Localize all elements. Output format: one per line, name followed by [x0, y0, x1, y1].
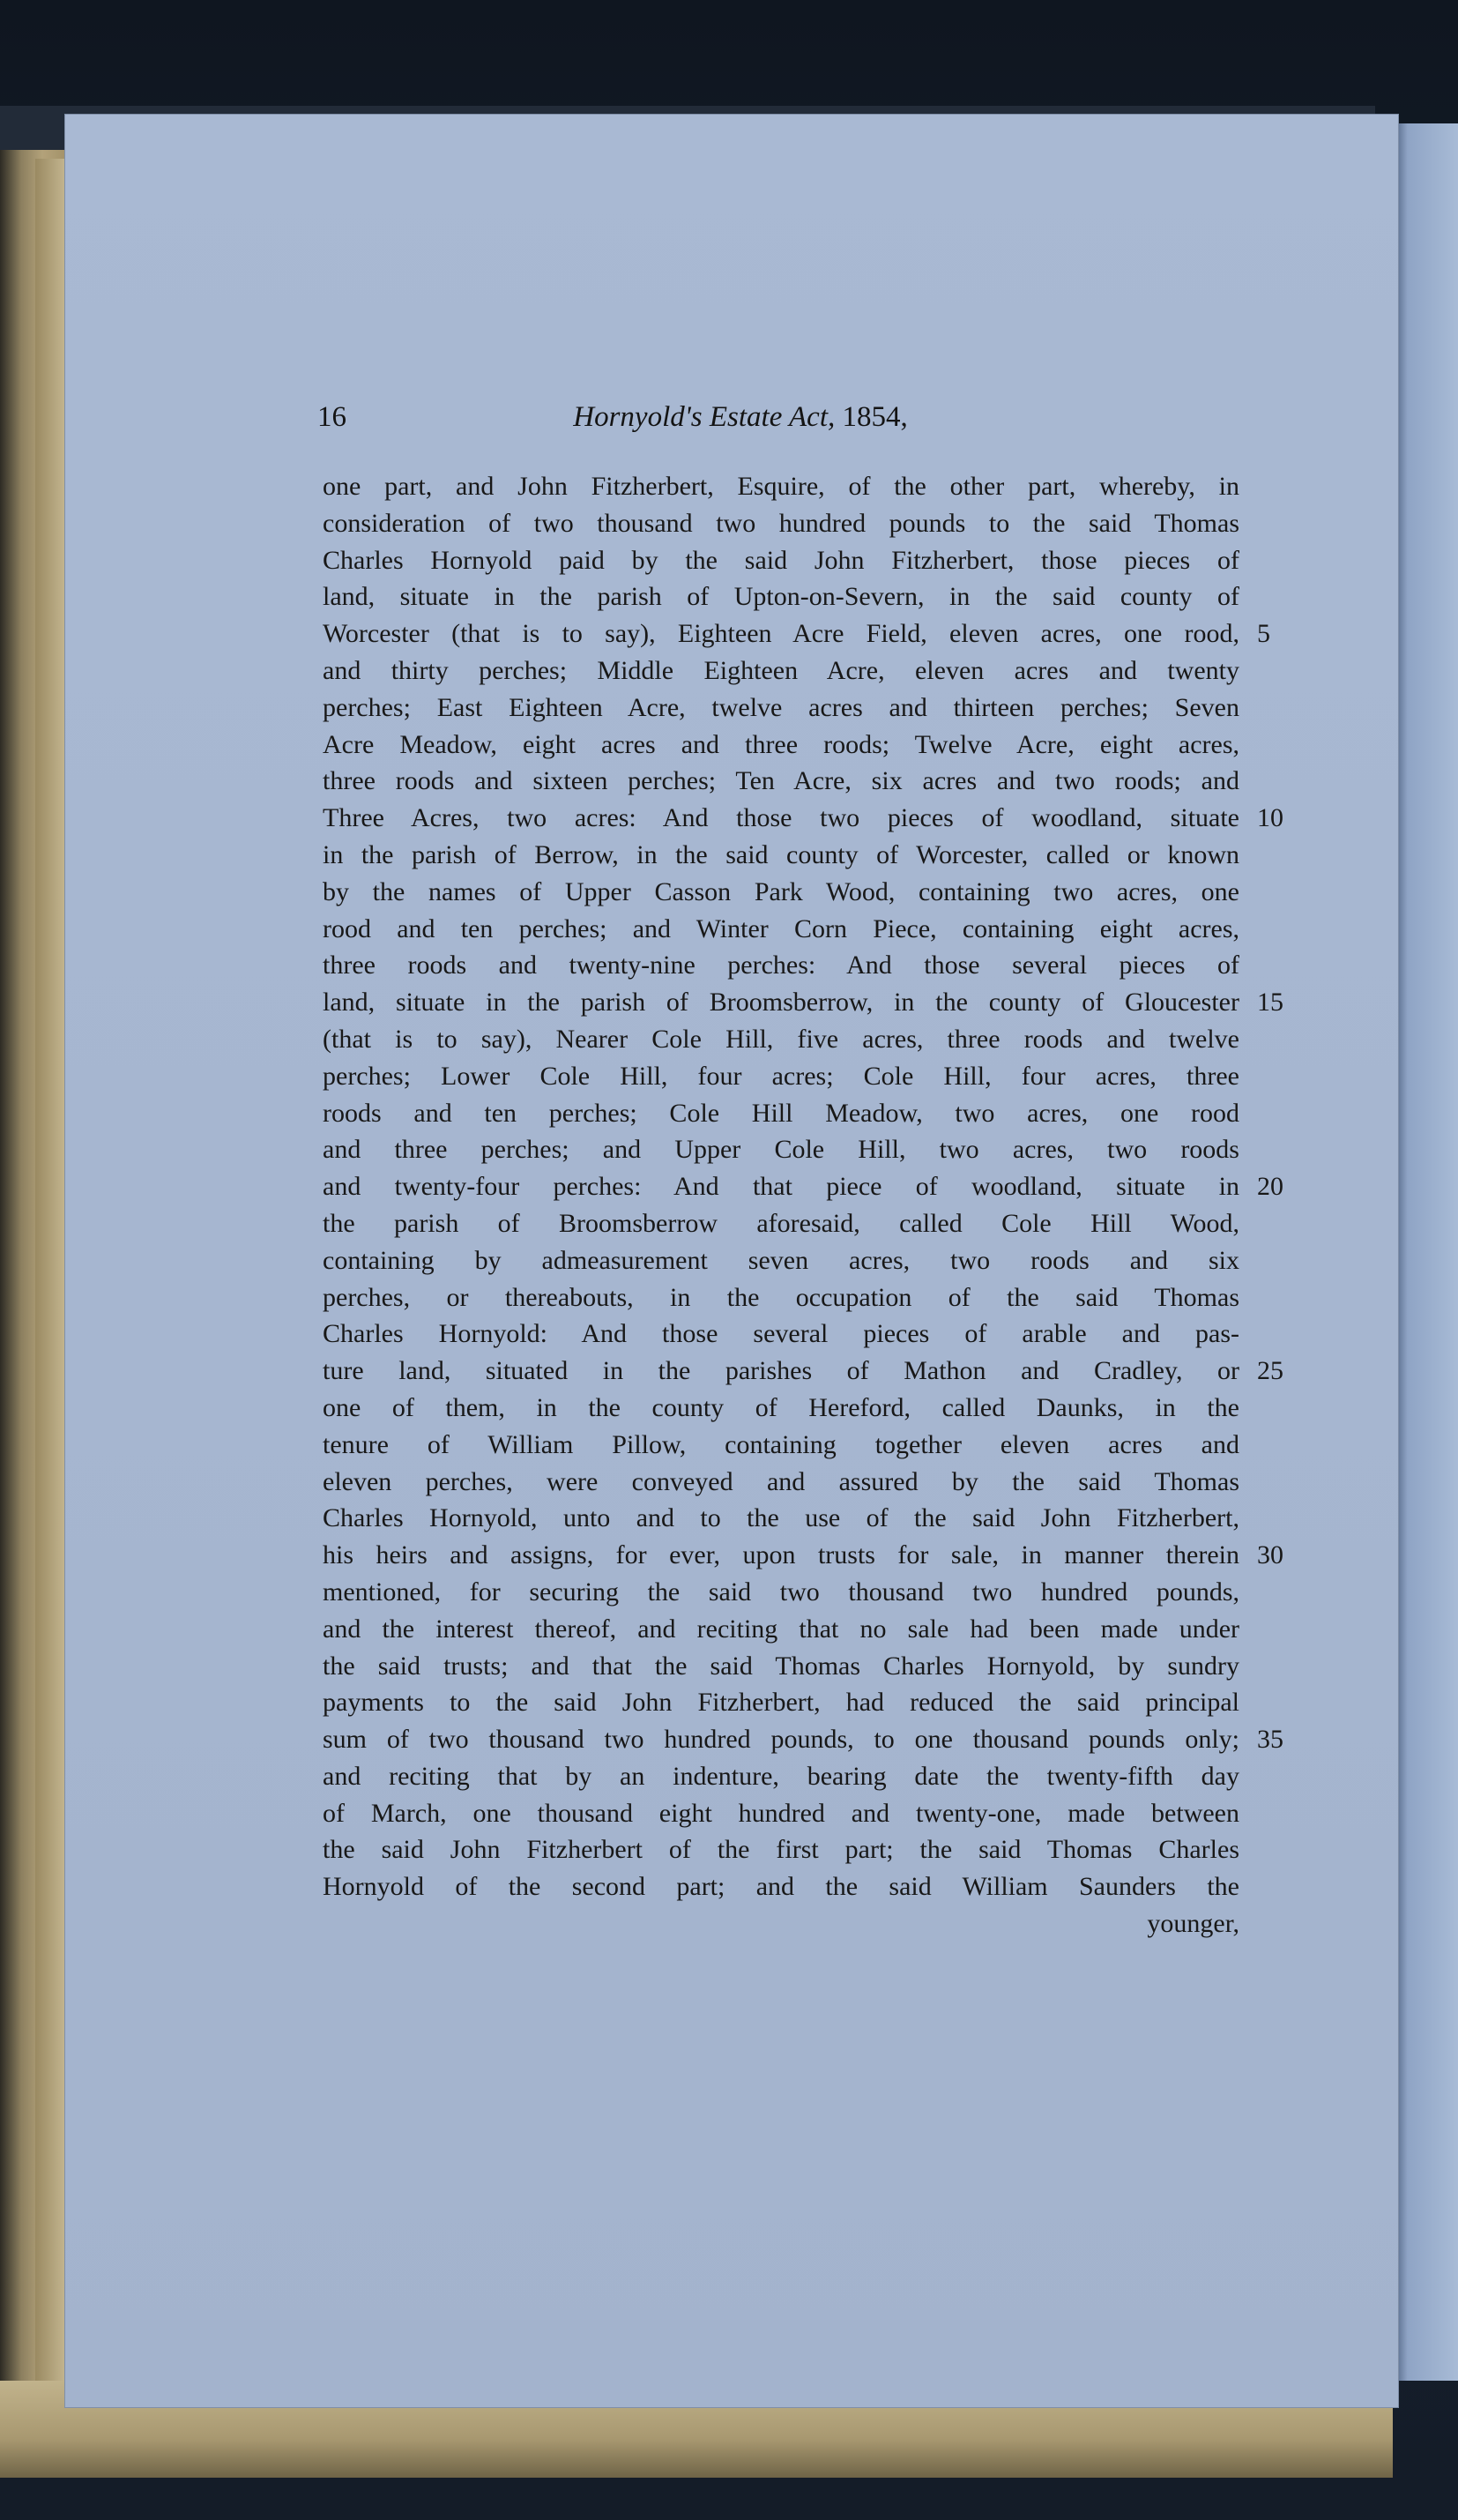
- text-line: [323, 468, 1239, 505]
- running-title-italic: Hornyold's Estate Act,: [573, 401, 836, 433]
- text-line: [323, 1390, 1239, 1427]
- text-line-content: ture land, situated in the parishes of Mathon and Cradley, or: [323, 1356, 1239, 1386]
- text-line: [323, 763, 1239, 800]
- text-line: [323, 505, 1239, 542]
- text-line-content: of March, one thousand eight hundred and twenty-one, made between: [323, 1798, 1239, 1828]
- text-line: [323, 1868, 1239, 1905]
- text-line: [323, 1353, 1283, 1390]
- text-line-content: perches, or thereabouts, in the occupation of the said Thomas: [323, 1282, 1239, 1312]
- text-line-content: Worcester (that is to say), Eighteen Acre Field, eleven acres, one rood,: [323, 619, 1239, 649]
- line-number: 10: [1257, 803, 1283, 833]
- text-line: [323, 578, 1239, 615]
- text-line-content: and three perches; and Upper Cole Hill, two acres, two roods: [323, 1135, 1239, 1165]
- text-line-content: mentioned, for securing the said two thousand two hundred pounds,: [323, 1577, 1239, 1607]
- text-line: [323, 727, 1239, 764]
- text-line: [323, 874, 1239, 911]
- text-line: [323, 652, 1239, 690]
- text-line-content: tenure of William Pillow, containing together eleven acres and: [323, 1429, 1239, 1459]
- text-line: [323, 1758, 1239, 1795]
- text-line: [323, 837, 1239, 874]
- text-line: [323, 1058, 1239, 1095]
- text-line-content: in the parish of Berrow, in the said county of Worcester, called or known: [323, 839, 1239, 869]
- text-line: [323, 615, 1270, 652]
- text-line: [323, 542, 1239, 579]
- text-line-content: Hornyold of the second part; and the said William Saunders the: [323, 1872, 1239, 1902]
- text-line: [323, 1279, 1239, 1316]
- text-line-content: roods and ten perches; Cole Hill Meadow, two acres, one rood: [323, 1098, 1239, 1128]
- text-line-content: consideration of two thousand two hundred pounds to the said Thomas: [323, 508, 1239, 538]
- page-number: 16: [317, 401, 346, 433]
- text-line: [323, 1611, 1239, 1648]
- text-line-content: Acre Meadow, eight acres and three roods; Twelve Acre, eight acres,: [323, 729, 1239, 759]
- text-line-content: rood and ten perches; and Winter Corn Piece, containing eight acres,: [323, 913, 1239, 943]
- running-title-year: 1854,: [842, 401, 908, 433]
- text-line-content: the said John Fitzherbert of the first part; the said Thomas Charles: [323, 1835, 1239, 1865]
- text-line-content: (that is to say), Nearer Cole Hill, five acres, three roods and twelve: [323, 1024, 1239, 1054]
- text-line-content: Charles Hornyold paid by the said John Fitzherbert, those pieces of: [323, 545, 1239, 575]
- text-line-content: Charles Hornyold, unto and to the use of the said John Fitzherbert,: [323, 1503, 1239, 1533]
- text-line: [323, 1795, 1239, 1832]
- text-line: [323, 690, 1239, 727]
- text-line-content: his heirs and assigns, for ever, upon trusts for sale, in manner therein: [323, 1540, 1239, 1570]
- text-line: [323, 1168, 1283, 1205]
- text-line: [323, 911, 1239, 948]
- body-text: [323, 468, 1283, 1942]
- text-line: [323, 1537, 1283, 1574]
- text-line-content: payments to the said John Fitzherbert, had reduced the said principal: [323, 1688, 1239, 1718]
- text-line-content: the said trusts; and that the said Thomas Charles Hornyold, by sundry: [323, 1651, 1239, 1681]
- text-line: [323, 1021, 1239, 1058]
- text-line: [323, 1205, 1239, 1242]
- running-title: [317, 401, 1164, 434]
- line-number: 25: [1257, 1356, 1283, 1386]
- text-line-content: perches; Lower Cole Hill, four acres; Cole Hill, four acres, three: [323, 1061, 1239, 1091]
- page-header: [317, 401, 1234, 454]
- text-line: [323, 1831, 1239, 1868]
- text-line-content: eleven perches, were conveyed and assured by the said Thomas: [323, 1466, 1239, 1496]
- text-line-content: perches; East Eighteen Acre, twelve acres and thirteen perches; Seven: [323, 692, 1239, 722]
- text-line: [323, 800, 1283, 837]
- text-line: [323, 1500, 1239, 1537]
- text-line-content: one part, and John Fitzherbert, Esquire, of the other part, whereby, in: [323, 472, 1239, 501]
- text-line-content: containing by admeasurement seven acres, two roods and six: [323, 1245, 1239, 1275]
- text-line-content: and thirty perches; Middle Eighteen Acre, eleven acres and twenty: [323, 655, 1239, 685]
- text-line: [323, 947, 1239, 984]
- text-line-content: land, situate in the parish of Upton-on-Severn, in the said county of: [323, 582, 1239, 612]
- text-line: [323, 1684, 1239, 1721]
- line-number: 15: [1257, 988, 1283, 1018]
- line-number: 35: [1257, 1725, 1283, 1755]
- text-line-content: by the names of Upper Casson Park Wood, containing two acres, one: [323, 876, 1239, 906]
- text-line: [323, 1131, 1239, 1168]
- catchword: younger,: [1147, 1909, 1239, 1939]
- line-number: 5: [1257, 619, 1270, 649]
- text-line-content: the parish of Broomsberrow aforesaid, called Cole Hill Wood,: [323, 1208, 1239, 1238]
- line-number: 20: [1257, 1172, 1283, 1202]
- text-line: [323, 1316, 1239, 1353]
- text-line: [323, 1464, 1239, 1501]
- text-line: [323, 1427, 1239, 1464]
- text-line-content: and twenty-four perches: And that piece of woodland, situate in: [323, 1172, 1239, 1202]
- text-line-content: and reciting that by an indenture, bearing date the twenty-fifth day: [323, 1761, 1239, 1791]
- text-line-content: Three Acres, two acres: And those two pieces of woodland, situate: [323, 803, 1239, 833]
- text-line: [323, 1648, 1239, 1685]
- text-line: [323, 1721, 1283, 1758]
- text-line: [323, 984, 1283, 1021]
- text-line: [323, 1095, 1239, 1132]
- text-line-content: three roods and sixteen perches; Ten Acre, six acres and two roods; and: [323, 766, 1239, 796]
- text-line: [323, 1574, 1239, 1611]
- text-line-content: and the interest thereof, and reciting that no sale had been made under: [323, 1614, 1239, 1644]
- text-line-content: land, situate in the parish of Broomsberrow, in the county of Gloucester: [323, 988, 1239, 1018]
- text-line-content: Charles Hornyold: And those several pieces of arable and pas-: [323, 1319, 1239, 1349]
- line-number: 30: [1257, 1540, 1283, 1570]
- text-line: [323, 1242, 1239, 1279]
- text-line-content: one of them, in the county of Hereford, called Daunks, in the: [323, 1392, 1239, 1422]
- text-line-content: sum of two thousand two hundred pounds, to one thousand pounds only;: [323, 1725, 1239, 1755]
- text-line-content: three roods and twenty-nine perches: And those several pieces of: [323, 951, 1239, 980]
